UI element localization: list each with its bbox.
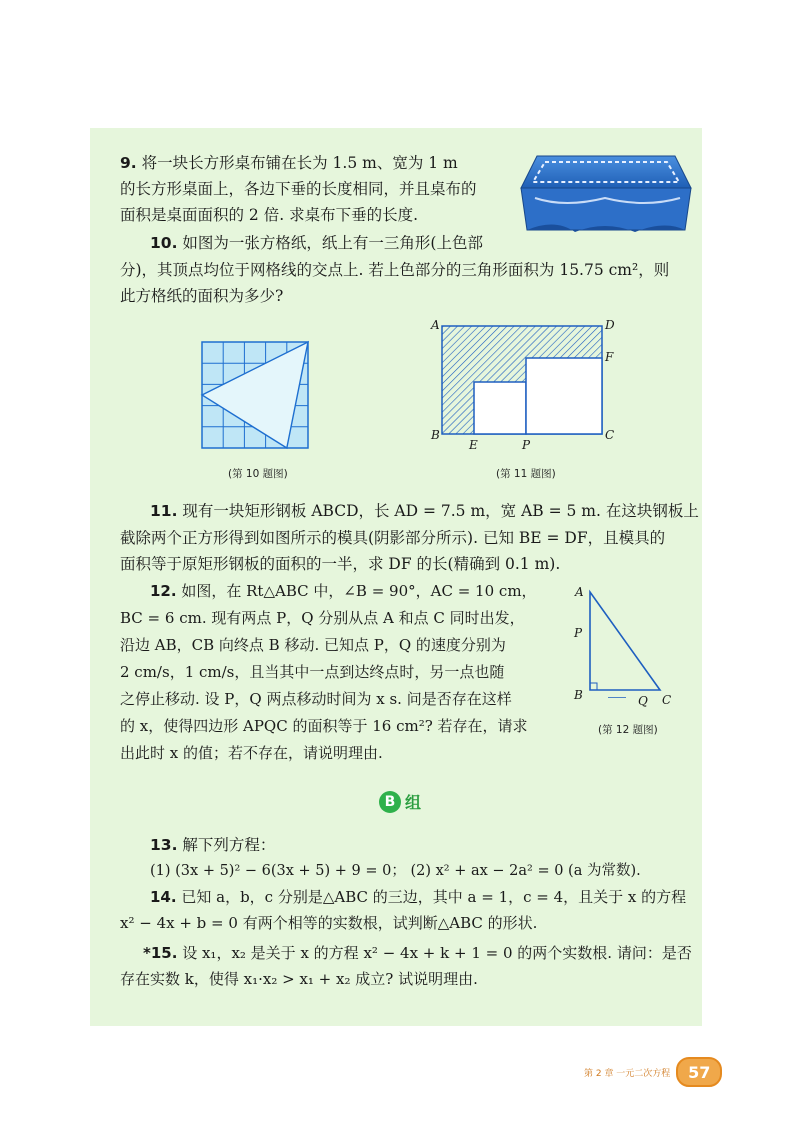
fig11-label-E: E [469, 438, 478, 452]
fig11-label-C: C [605, 428, 615, 442]
problem-14-line-2: x² − 4x + b = 0 有两个相等的实数根，试判断△ABC 的形状. [120, 914, 538, 932]
problem-15-number: *15. [143, 944, 178, 962]
fig11-label-D: D [605, 318, 615, 332]
problem-12-line-2: BC = 6 cm. 现有两点 P，Q 分别从点 A 和点 C 同时出发， [120, 609, 525, 627]
problem-12-number: 12. [150, 582, 177, 600]
problem-9-line-1: 9. 将一块长方形桌布铺在长为 1.5 m、宽为 1 m [120, 154, 458, 172]
problem-10-line-1: 10. 如图为一张方格纸，纸上有一三角形(上色部 [150, 234, 483, 252]
fig11-label-P: P [522, 438, 531, 452]
problem-13-line-1: 13. 解下列方程： [150, 836, 276, 854]
page-footer [584, 1057, 722, 1087]
problem-10-number: 10. [150, 234, 178, 252]
fig12-label-A: A [575, 585, 584, 599]
tablecloth-image [515, 148, 695, 238]
group-b-heading [379, 790, 421, 813]
problem-11-line-3: 面积等于原矩形钢板的面积的一半，求 DF 的长(精确到 0.1 m). [120, 555, 561, 573]
figure-10-grid [200, 340, 312, 452]
figure-12-caption: (第 12 题图) [598, 724, 658, 736]
problem-12-line-1: 12. 如图，在 Rt△ABC 中，∠B = 90°，AC = 10 cm， [150, 582, 537, 600]
fig12-label-B: B [574, 688, 583, 702]
fig12-label-C: C [662, 693, 672, 707]
problem-12-line-3: 沿边 AB，CB 向终点 B 移动. 已知点 P，Q 的速度分别为 [120, 636, 506, 654]
problem-10-line-2: 分)，其顶点均位于网格线的交点上. 若上色部分的三角形面积为 15.75 cm²，则 [120, 261, 670, 279]
fig11-label-A: A [431, 318, 440, 332]
figure-11-caption: (第 11 题图) [496, 468, 556, 480]
problem-10-line-3: 此方格纸的面积为多少? [120, 287, 284, 305]
problem-9-number: 9. [120, 154, 137, 172]
problem-14-line-1: 14. 已知 a，b，c 分别是△ABC 的三边，其中 a = 1，c = 4，且关于 x 的方程 [150, 888, 687, 906]
problem-11-line-1: 11. 现有一块矩形钢板 ABCD，长 AD = 7.5 m，宽 AB = 5 m. 在这块钢板上 [150, 502, 699, 520]
problem-15-line-2: 存在实数 k，使得 x₁·x₂ > x₁ + x₂ 成立? 试说明理由. [120, 970, 478, 988]
page-number: 57 [676, 1057, 722, 1087]
fig12-label-P: P [574, 626, 583, 640]
fig12-label-Q: Q [638, 694, 648, 708]
figure-10-caption: (第 10 题图) [228, 468, 288, 480]
figure-11-steel-plate [440, 322, 605, 437]
group-b-badge: B [379, 791, 401, 813]
figure-12-triangle [582, 588, 672, 698]
chapter-title: 第 2 章 一元二次方程 [584, 1068, 671, 1079]
problem-13-number: 13. [150, 836, 178, 854]
problem-9-line-3: 面积是桌面面积的 2 倍. 求桌布下垂的长度. [120, 206, 418, 224]
problem-12-line-6: 的 x，使得四边形 APQC 的面积等于 16 cm²? 若存在，请求 [120, 717, 528, 735]
problem-12-line-4: 2 cm/s，1 cm/s，且当其中一点到达终点时，另一点也随 [120, 663, 505, 681]
group-b-text: 组 [405, 793, 422, 812]
problem-11-line-2: 截除两个正方形得到如图所示的模具(阴影部分所示). 已知 BE = DF，且模具的 [120, 529, 666, 547]
fig11-label-B: B [431, 428, 440, 442]
problem-11-number: 11. [150, 502, 178, 520]
problem-13-line-2: (1) (3x + 5)² − 6(3x + 5) + 9 = 0； (2) x² + ax − 2a² = 0 (a 为常数). [150, 863, 641, 879]
problem-9-line-2: 的长方形桌面上，各边下垂的长度相同，并且桌布的 [120, 180, 477, 198]
fig11-label-F: F [605, 350, 614, 364]
problem-12-line-5: 之停止移动. 设 P，Q 两点移动时间为 x s. 问是否存在这样 [120, 690, 512, 708]
problem-15-line-1: *15. 设 x₁，x₂ 是关于 x 的方程 x² − 4x + k + 1 = 0 的两个实数根. 请问：是否 [143, 944, 692, 962]
problem-14-number: 14. [150, 888, 177, 906]
problem-12-line-7: 出此时 x 的值；若不存在，请说明理由. [120, 744, 383, 762]
